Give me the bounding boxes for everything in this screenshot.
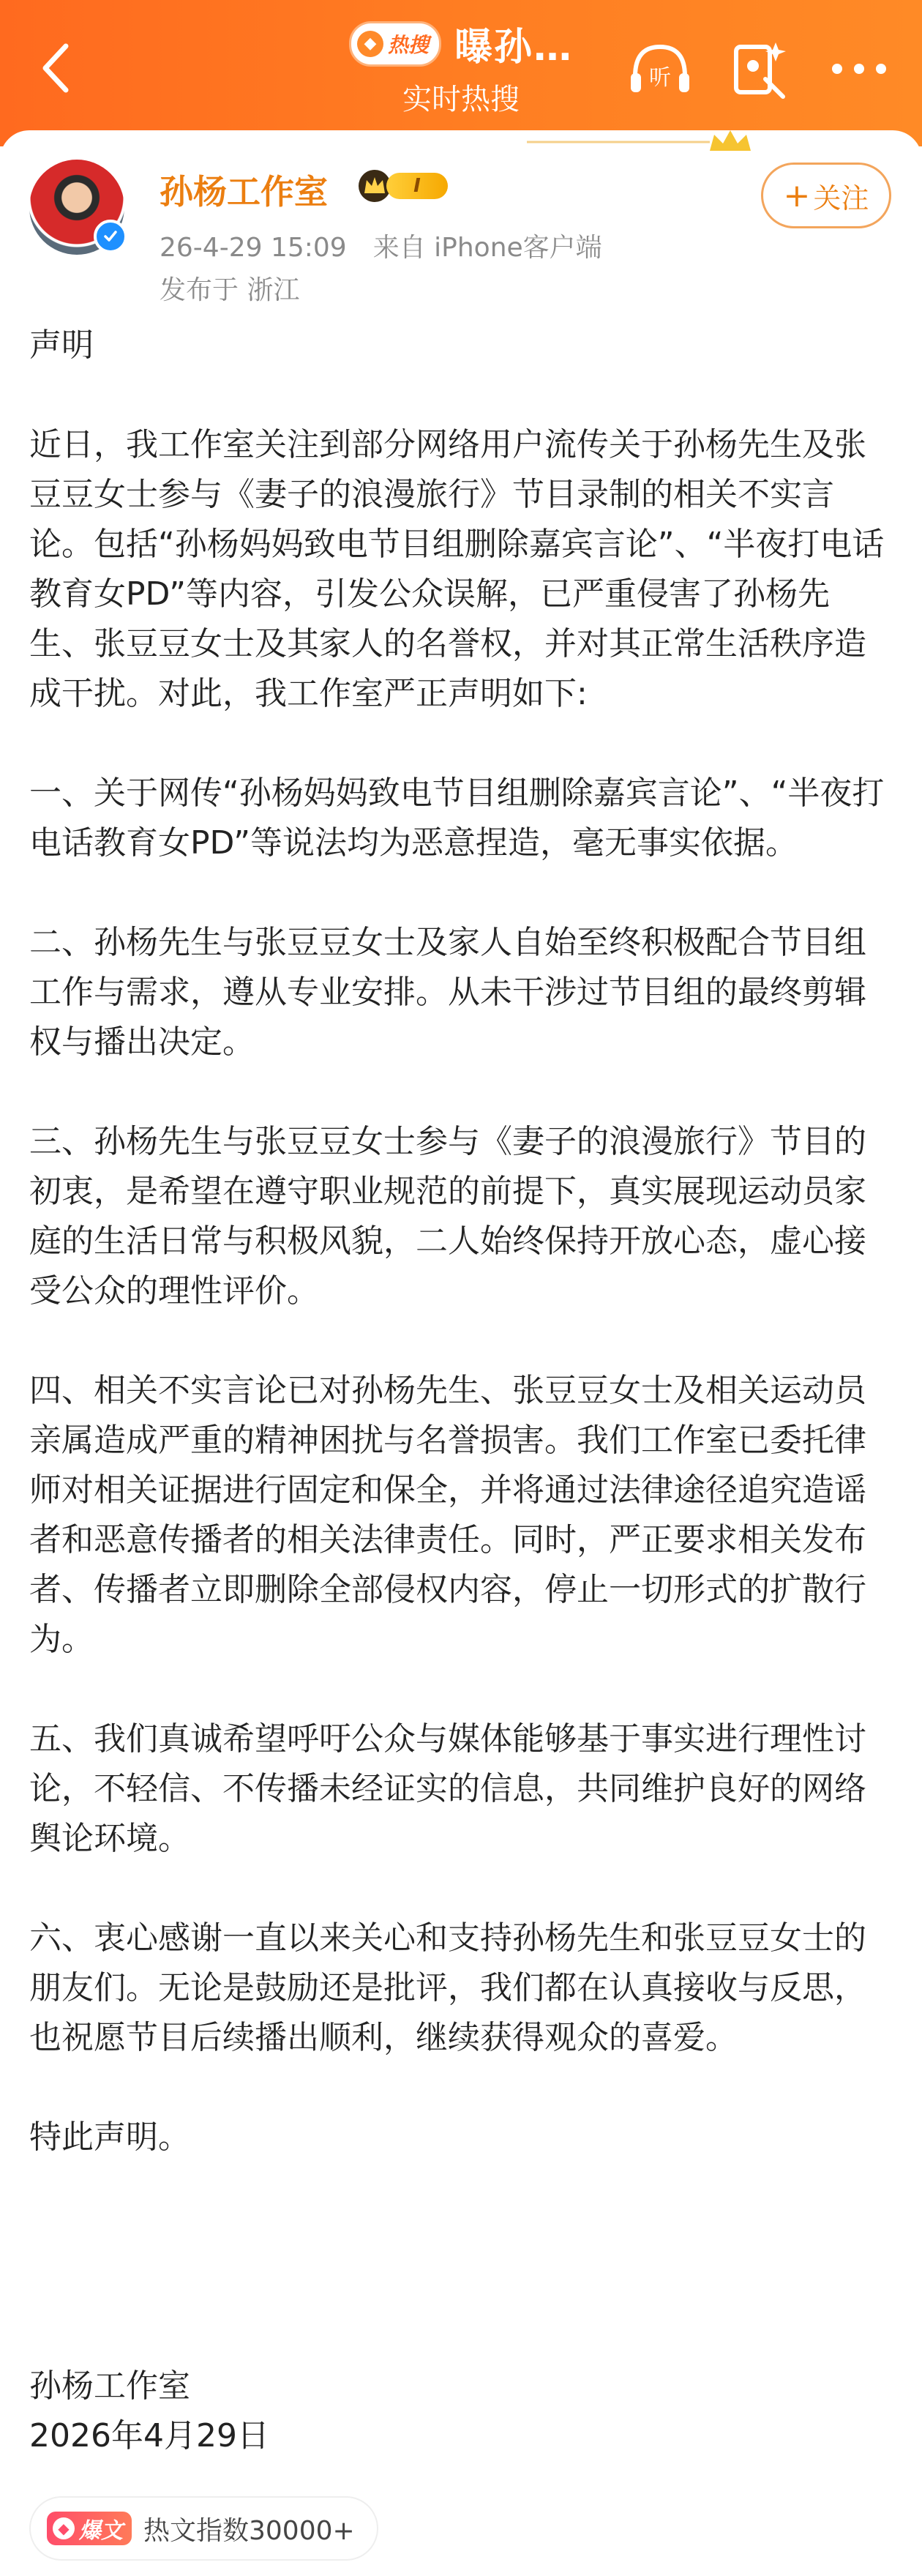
more-icon xyxy=(830,61,888,76)
listen-button[interactable] xyxy=(626,35,694,102)
hot-article-tag[interactable] xyxy=(29,2496,378,2561)
statement-point-3: 三、孙杨先生与张豆豆女士参与《妻子的浪漫旅行》节目的初衷，是希望在遵守职业规范的前提下，真实展现运动员家庭的生活日常与积极风貌，二人始终保持开放心态，虚心接受公众的理性评价。 xyxy=(29,1123,866,1310)
plus-icon: + xyxy=(783,176,811,214)
statement-point-5: 五、我们真诚希望呼吁公众与媒体能够基于事实进行理性讨论，不轻信、不传播未经证实的信息，共同维护良好的网络舆论环境。 xyxy=(29,1720,866,1857)
page-title[interactable]: 曝孙… xyxy=(454,26,574,70)
more-button[interactable] xyxy=(825,35,893,102)
post-meta xyxy=(160,227,602,264)
svg-text:听: 听 xyxy=(649,65,671,91)
post-body xyxy=(29,321,893,2162)
signature-date: 2026年4月29日 xyxy=(29,2417,269,2454)
post-closing: 特此声明。 xyxy=(29,2118,190,2156)
post-date-time: 26-4-29 15:09 xyxy=(160,233,347,263)
author-name[interactable]: 孙杨工作室 xyxy=(160,172,328,212)
verified-icon xyxy=(94,220,127,253)
vip-level: I xyxy=(386,173,448,199)
red-envelope-icon xyxy=(729,38,790,100)
crown-decoration-icon xyxy=(527,126,754,155)
statement-point-4: 四、相关不实言论已对孙杨先生、张豆豆女士及相关运动员亲属造成严重的精神困扰与名誉损害。我们工作室已委托律师对相关证据进行固定和保全，并将通过法律途径追究造谣者和恶意传播者的相关法律责任。同时，严正要求相关发布者、传播者立即删除全部侵权内容，停止一切形式的扩散行为。 xyxy=(29,1372,866,1658)
flame-icon: ◆ xyxy=(357,31,383,57)
vip-badge[interactable] xyxy=(357,168,448,204)
statement-point-1: 一、关于网传“孙杨妈妈致电节目组删除嘉宾言论”、“半夜打电话教育女PD”等说法均为恶意捏造，毫无事实依据。 xyxy=(29,774,885,862)
flame-icon: ◆ xyxy=(53,2517,75,2539)
header-actions xyxy=(626,35,893,102)
hot-article-index: 热文指数30000+ xyxy=(143,2515,355,2546)
post-heading: 声明 xyxy=(29,326,94,364)
author-avatar[interactable] xyxy=(29,160,124,255)
red-envelope-button[interactable] xyxy=(726,35,793,102)
statement-point-6: 六、衷心感谢一直以来关心和支持孙杨先生和张豆豆女士的朋友们。无论是鼓励还是批评，我们都在认真接收与反思，也祝愿节目后续播出顺利，继续获得观众的喜爱。 xyxy=(29,1919,866,2056)
statement-point-2: 二、孙杨先生与张豆豆女士及家人自始至终积极配合节目组工作与需求，遵从专业安排。从未干涉过节目组的最终剪辑权与播出决定。 xyxy=(29,924,866,1061)
follow-label: 关注 xyxy=(813,182,869,214)
hot-search-badge-label: 热搜 xyxy=(387,32,429,57)
post-source[interactable]: 来自 iPhone客户端 xyxy=(372,233,602,263)
hot-search-badge xyxy=(349,21,441,67)
hot-article-badge xyxy=(47,2512,132,2545)
listen-icon xyxy=(626,40,694,98)
post-location: 发布于 浙江 xyxy=(160,275,300,305)
follow-button[interactable] xyxy=(761,163,891,228)
post-intro: 近日，我工作室关注到部分网络用户流传关于孙杨先生及张豆豆女士参与《妻子的浪漫旅行》节目录制的相关不实言论。包括“孙杨妈妈致电节目组删除嘉宾言论”、“半夜打电话教育女PD”等内容，引发公众误解，已严重侵害了孙杨先生、张豆豆女士及其家人的名誉权，并对其正常生活秩序造成干扰。对此，我工作室严正声明如下: xyxy=(29,426,885,712)
post-card xyxy=(0,130,922,2576)
hot-search-header xyxy=(0,0,922,146)
signature-block xyxy=(29,2362,269,2461)
hot-article-badge-label: 爆文 xyxy=(79,2518,123,2544)
page-subtitle: 实时热搜 xyxy=(402,83,520,116)
signature-name: 孙杨工作室 xyxy=(29,2367,190,2405)
